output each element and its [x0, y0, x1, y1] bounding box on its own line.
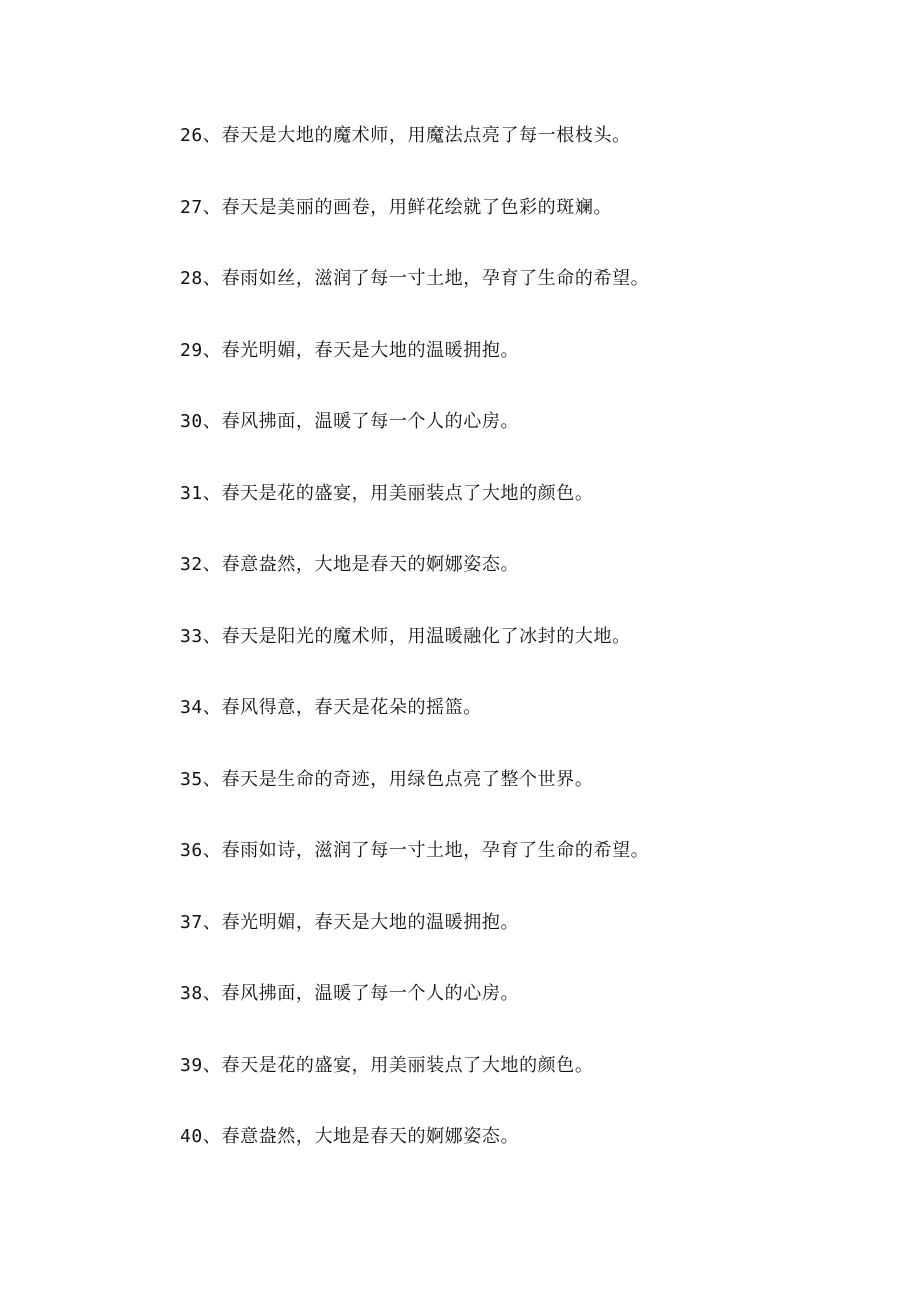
- list-item: 26、春天是大地的魔术师，用魔法点亮了每一根枝头。: [180, 125, 631, 146]
- list-item: 35、春天是生命的奇迹，用绿色点亮了整个世界。: [180, 768, 594, 790]
- list-item: 36、春雨如诗，滋润了每一寸土地，孕育了生命的希望。: [180, 840, 650, 861]
- list-item: 27、春天是美丽的画卷，用鲜花绘就了色彩的斑斓。: [180, 196, 613, 218]
- sentence-list: [180, 122, 880, 1195]
- list-item: 28、春雨如丝，滋润了每一寸土地，孕育了生命的希望。: [180, 268, 650, 289]
- list-item: 34、春风得意，春天是花朵的摇篮。: [180, 697, 482, 718]
- list-item: 33、春天是阳光的魔术师，用温暖融化了冰封的大地。: [180, 625, 631, 647]
- list-item: 32、春意盎然，大地是春天的婀娜姿态。: [180, 554, 520, 575]
- list-item: 40、春意盎然，大地是春天的婀娜姿态。: [180, 1126, 520, 1147]
- list-item: 38、春风拂面，温暖了每一个人的心房。: [180, 983, 520, 1004]
- list-item: 31、春天是花的盛宴，用美丽装点了大地的颜色。: [180, 482, 594, 504]
- list-item: 29、春光明媚，春天是大地的温暖拥抱。: [180, 339, 520, 361]
- list-item: 30、春风拂面，温暖了每一个人的心房。: [180, 411, 520, 432]
- list-item: 37、春光明媚，春天是大地的温暖拥抱。: [180, 911, 520, 933]
- list-item: 39、春天是花的盛宴，用美丽装点了大地的颜色。: [180, 1054, 594, 1076]
